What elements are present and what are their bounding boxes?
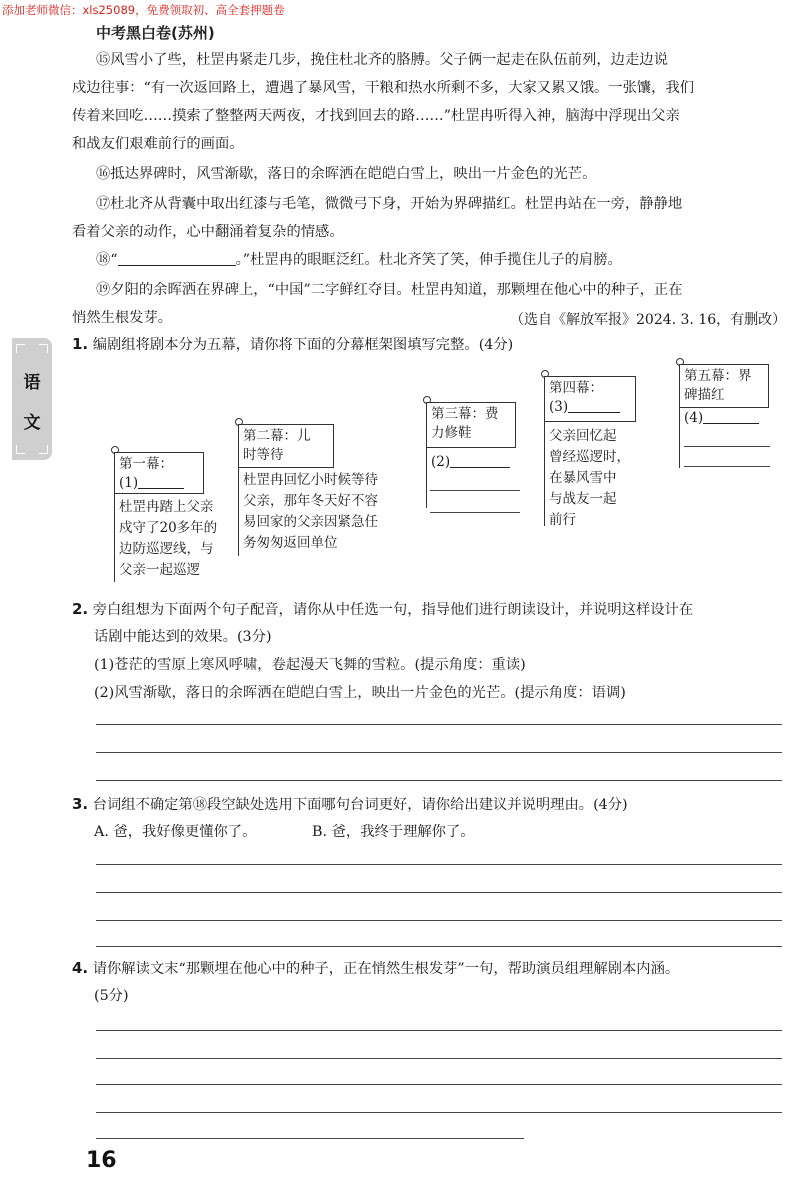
question-2-option-2: (2)风雪渐歇，落日的余晖洒在皑皑白雪上，映出一片金色的光芒。(提示角度：语调) <box>94 685 626 701</box>
subject-side-tab <box>12 338 52 460</box>
passage-line: ⑲夕阳的余晖洒在界碑上，“中国”二字鲜红夺目。杜罡冉知道，那颗埋在他心中的种子，正在 <box>96 282 683 298</box>
question-4-score: (5分) <box>94 988 129 1004</box>
act-2-box <box>238 424 334 468</box>
passage-line: ⑮风雪小了些，杜罡冉紧走几步，挽住杜北齐的胳膊。父子俩一起走在队伍前列，边走边说 <box>96 52 668 68</box>
passage-line: 传着来回吃……摸索了整整两天两夜，才找到回去的路……”杜罡冉听得入神，脑海中浮现出父亲 <box>72 108 680 124</box>
act-1-box <box>114 452 204 494</box>
page-header: 中考黑白卷(苏州) <box>96 24 215 42</box>
question-1 <box>72 330 513 359</box>
question-2-number: 2. <box>72 600 89 618</box>
answer-line[interactable] <box>96 1084 782 1085</box>
question-3-option-a: A. 爸，我好像更懂你了。 <box>94 824 257 840</box>
passage-line: 和战友们艰难前行的画面。 <box>72 136 244 152</box>
act-5-answer[interactable]: (4) <box>684 408 759 429</box>
act-4-desc: 父亲回忆起 曾经巡逻时， 在暴风雪中 与战友一起 前行 <box>549 428 630 528</box>
question-3-number: 3. <box>72 795 89 813</box>
question-3-option-b: B. 爸，我终于理解你了。 <box>312 824 475 840</box>
answer-line[interactable] <box>96 1030 782 1031</box>
page-number: 16 <box>86 1148 117 1173</box>
side-tab-char-2: 文 <box>23 413 41 433</box>
answer-line[interactable] <box>96 920 782 921</box>
answer-line[interactable] <box>96 724 782 725</box>
act-5-box <box>679 364 769 408</box>
question-1-text: 编剧组将剧本分为五幕，请你将下面的分幕框架图填写完整。(4分) <box>92 337 514 353</box>
watermark: 添加老师微信：xls25089，免费领取初、高全套押题卷 <box>2 3 285 17</box>
answer-line[interactable] <box>96 892 782 893</box>
act-3-title: 第三幕：费 <box>431 406 499 422</box>
answer-line[interactable] <box>96 946 782 947</box>
answer-line[interactable] <box>96 1138 524 1139</box>
source-note: （选自《解放军报》2024. 3. 16，有删改） <box>510 312 787 328</box>
act-3-answer[interactable]: (2) <box>431 452 510 473</box>
act-4-answer[interactable]: (3) <box>549 398 631 417</box>
side-tab-char-1: 语 <box>23 373 41 393</box>
act-1-title: 第一幕： <box>119 456 173 472</box>
question-2-text: 旁白组想为下面两个句子配音，请你从中任选一句，指导他们进行朗读设计，并说明这样设计在 <box>92 602 694 618</box>
question-4-text: 请你解读文末“那颗埋在他心中的种子，正在悄然生根发芽”一句，帮助演员组理解剧本内涵。 <box>92 961 680 977</box>
act-4-title: 第四幕： <box>549 380 603 396</box>
passage-line-18 <box>96 246 622 274</box>
passage-line: 看着父亲的动作，心中翻涌着复杂的情感。 <box>72 224 344 240</box>
act-3-subtitle: 力修鞋 <box>431 425 472 441</box>
act-2-title: 第二幕：儿 <box>243 428 311 444</box>
question-4-number: 4. <box>72 959 89 977</box>
passage-18-close: 。”杜罡冉的眼眶泛红。杜北齐笑了笑，伸手揽住儿子的肩膀。 <box>235 252 622 268</box>
passage-line: ⑰杜北齐从背囊中取出红漆与毛笔，微微弓下身，开始为界碑描红。杜罡冉站在一旁，静静地 <box>96 196 683 212</box>
answer-line[interactable] <box>96 1112 782 1113</box>
answer-line[interactable] <box>96 780 782 781</box>
act-2-subtitle: 时等待 <box>243 447 284 463</box>
passage-line: 悄然生根发芽。 <box>72 310 173 326</box>
question-3 <box>72 790 628 819</box>
act-1-desc: 杜罡冉踏上父亲 戍守了20多年的 边防巡逻线，与 父亲一起巡逻 <box>119 499 218 578</box>
passage-line: ⑯抵达界碑时，风雪渐歇，落日的余晖洒在皑皑白雪上，映出一片金色的光芒。 <box>96 166 597 182</box>
act-5-subtitle: 碑描红 <box>684 387 725 403</box>
act-3-box <box>426 402 516 448</box>
question-4 <box>72 954 679 983</box>
question-2-line-2: 话剧中能达到的效果。(3分) <box>94 629 272 645</box>
act-5-title: 第五幕：界 <box>684 368 752 384</box>
dialogue-blank[interactable] <box>118 249 236 266</box>
question-2-option-1: (1)苍茫的雪原上寒风呼啸，卷起漫天飞舞的雪粒。(提示角度：重读) <box>94 657 526 673</box>
passage-line: 戍边往事：“有一次返回路上，遭遇了暴风雪，干粮和热水所剩不多，大家又累又饿。一张馕，我们 <box>72 80 695 96</box>
answer-line[interactable] <box>96 1058 782 1059</box>
answer-line[interactable] <box>96 864 782 865</box>
passage-18-open: ⑱“ <box>96 252 118 268</box>
question-3-text: 台词组不确定第⑱段空缺处选用下面哪句台词更好，请你给出建议并说明理由。(4分) <box>92 797 628 813</box>
act-1-answer[interactable]: (1) <box>119 474 199 493</box>
question-2 <box>72 595 693 624</box>
act-4-box <box>544 376 636 422</box>
act-2-desc: 杜罡冉回忆小时候等待 父亲，那年冬天好不容 易回家的父亲因紧急任 务匆匆返回单位 <box>243 472 378 551</box>
answer-line[interactable] <box>96 752 782 753</box>
question-1-number: 1. <box>72 335 89 353</box>
